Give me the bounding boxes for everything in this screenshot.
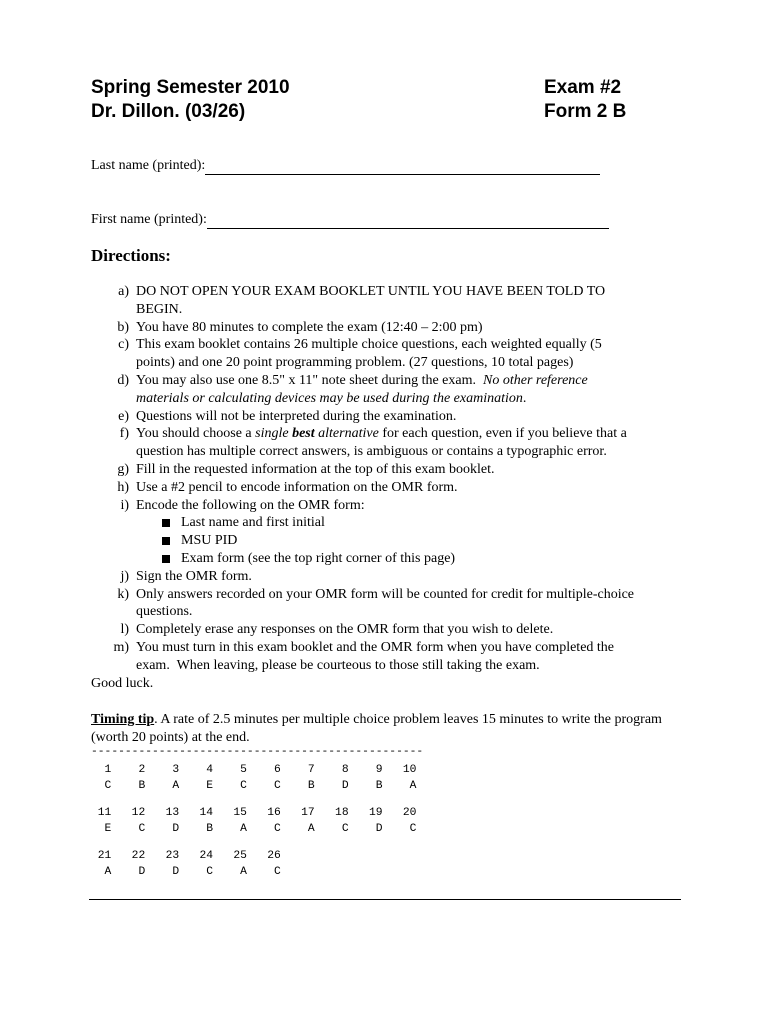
last-name-field[interactable]: [91, 157, 600, 175]
direction-text: Fill in the requested information at the top of this exam booklet.: [136, 461, 495, 477]
answer-numbers-row: 21 22 23 24 25 26: [91, 850, 281, 862]
direction-letter: e): [118, 408, 129, 424]
direction-item: [91, 425, 691, 461]
good-luck-text: Good luck.: [91, 676, 154, 691]
direction-item: [91, 639, 691, 675]
timing-tip-text: . A rate of 2.5 minutes per multiple choice problem leaves 15 minutes to write the program (worth 20 points) at the end.: [91, 712, 662, 745]
square-bullet-icon: [162, 555, 170, 563]
direction-item: [91, 372, 691, 408]
bottom-divider: [89, 899, 681, 900]
first-name-field[interactable]: [91, 211, 609, 229]
direction-text: Completely erase any responses on the OMR form that you wish to delete.: [136, 622, 554, 638]
directions-heading: Directions:: [91, 246, 171, 265]
direction-letter: c): [118, 337, 129, 353]
omr-encode-item: [136, 532, 691, 550]
direction-item: [91, 408, 691, 426]
direction-letter: j): [120, 568, 129, 584]
direction-item: [91, 461, 691, 479]
answer-letters-row: A D D C A C: [91, 865, 281, 878]
direction-item: [91, 568, 691, 586]
direction-text: You may also use one 8.5" x 11" note sheet during the exam. No other reference materials or calculating devices may be used during the examination.: [136, 372, 588, 406]
omr-encode-item: [136, 514, 691, 532]
direction-item: [91, 283, 691, 319]
direction-letter: g): [117, 461, 129, 477]
answer-key: [91, 763, 416, 880]
direction-text: Only answers recorded on your OMR form will be counted for credit for multiple-choice questions.: [136, 586, 635, 620]
direction-text: You must turn in this exam booklet and the OMR form when you have completed the exam. When leaving, please be courteous to those still taking the exam.: [136, 639, 615, 673]
direction-letter: a): [118, 284, 129, 299]
direction-item: [91, 497, 691, 568]
direction-letter: m): [113, 639, 129, 655]
answer-numbers-row: 11 12 13 14 15 16 17 18 19 20: [91, 807, 417, 819]
direction-text: Questions will not be interpreted during the examination.: [136, 408, 457, 424]
answer-spacer: [91, 794, 416, 806]
last-name-label: Last name (printed):: [91, 158, 206, 173]
omr-encode-item: [136, 550, 691, 568]
direction-letter: h): [117, 479, 129, 495]
square-bullet-icon: [162, 519, 170, 527]
square-bullet-icon: [162, 537, 170, 545]
direction-text: DO NOT OPEN YOUR EXAM BOOKLET UNTIL YOU HAVE BEEN TOLD TO BEGIN.: [136, 284, 606, 317]
exam-form: Form 2 B: [544, 101, 627, 122]
instructor-date: Dr. Dillon. (03/26): [91, 101, 246, 122]
header-right: [544, 76, 626, 124]
direction-text: Sign the OMR form.: [136, 568, 252, 584]
direction-item: [91, 479, 691, 497]
dashed-separator: -------------------------------------------------: [91, 746, 424, 758]
directions-list: [91, 283, 691, 675]
timing-tip-label: Timing tip: [91, 712, 155, 727]
answer-letters-row: E C D B A C A C D C: [91, 822, 417, 835]
direction-letter: b): [117, 319, 129, 335]
header-left: [91, 76, 290, 124]
last-name-blank[interactable]: [205, 158, 600, 175]
direction-text: Encode the following on the OMR form:: [136, 497, 365, 513]
timing-tip: [91, 711, 681, 747]
direction-text: You have 80 minutes to complete the exam (12:40 – 2:00 pm): [136, 319, 483, 335]
direction-item: [91, 586, 691, 622]
direction-letter: i): [120, 497, 129, 513]
direction-item: [91, 621, 691, 639]
omr-encode-text: Exam form (see the top right corner of this page): [181, 550, 456, 566]
direction-text: Use a #2 pencil to encode information on the OMR form.: [136, 479, 458, 495]
direction-item: [91, 319, 691, 337]
first-name-blank[interactable]: [207, 212, 609, 229]
semester-title: Spring Semester 2010: [91, 77, 290, 98]
direction-text: You should choose a single best alternative for each question, even if you believe that a question has multiple correct answers, is ambiguous or contains a typographic error.: [136, 426, 627, 460]
direction-item: [91, 336, 691, 372]
direction-text: This exam booklet contains 26 multiple choice questions, each weighted equally (5 points) and one 20 point programming problem. (27 questions, 10 total pages): [136, 337, 602, 371]
direction-letter: d): [117, 372, 129, 388]
omr-encode-text: Last name and first initial: [181, 515, 325, 531]
direction-letter: f): [119, 426, 129, 442]
exam-number: Exam #2: [544, 77, 622, 98]
answer-spacer: [91, 837, 416, 849]
omr-encode-text: MSU PID: [181, 533, 238, 549]
first-name-label: First name (printed):: [91, 212, 207, 227]
direction-letter: k): [117, 586, 129, 602]
direction-letter: l): [120, 622, 129, 638]
omr-encode-list: [136, 514, 691, 567]
answer-numbers-row: 1 2 3 4 5 6 7 8 9 10: [91, 764, 417, 776]
answer-letters-row: C B A E C C B D B A: [91, 779, 417, 792]
